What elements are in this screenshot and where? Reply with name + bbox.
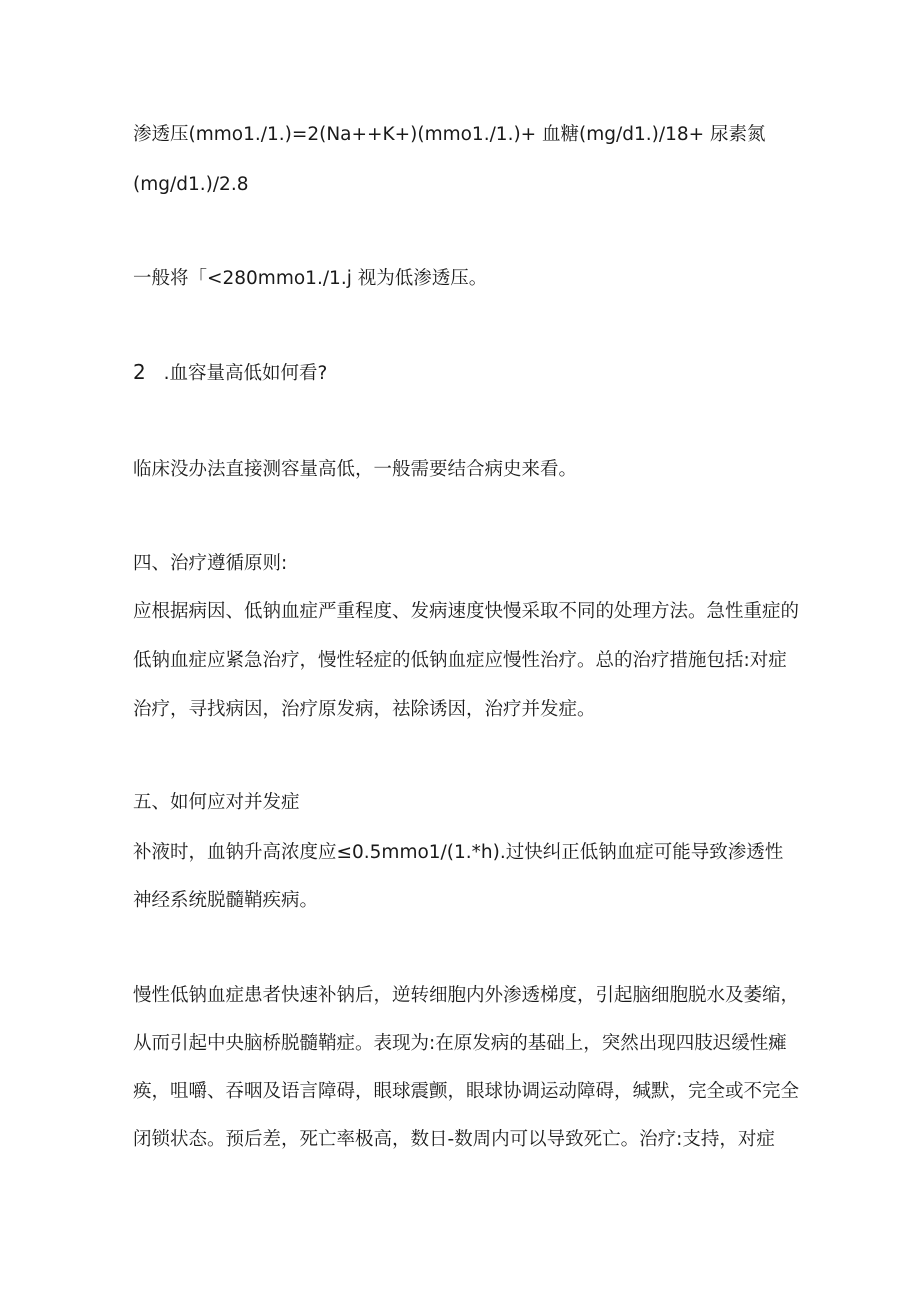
question-2-text: .血容量高低如何看? bbox=[163, 363, 328, 384]
question-2-heading bbox=[133, 359, 803, 387]
section-4-title: 四、治疗遵循原则: bbox=[133, 553, 288, 574]
question-2-number: 2 bbox=[133, 360, 146, 384]
section-5-paragraph-line-2: 神经系统脱髓鞘疾病。 bbox=[133, 890, 319, 911]
section-4-paragraph-line-3: 治疗，寻找病因，治疗原发病，祛除诱因，治疗并发症。 bbox=[133, 699, 596, 720]
section-5-title: 五、如何应对并发症 bbox=[133, 792, 300, 813]
final-paragraph-line-2: 从而引起中央脑桥脱髓鞘症。表现为:在原发病的基础上，突然出现四肢迟缓性瘫 bbox=[133, 1033, 787, 1054]
section-5-paragraph-line-1: 补液时，血钠升高浓度应≤0.5mmo1∕(1.*h).过快纠正低钠血症可能导致渗透性 bbox=[133, 842, 784, 863]
section-4-paragraph-line-1: 应根据病因、低钠血症严重程度、发病速度快慢采取不同的处理方法。急性重症的 bbox=[133, 601, 800, 622]
hypo-osmolality-definition: 一般将「<280mmo1./1.j 视为低渗透压。 bbox=[133, 268, 488, 289]
osmolality-formula-line-1: 渗透压(mmo1./1.)=2(Na++K+)(mmo1./1.)+ 血糖(mg/d1.)/18+ 尿素氮 bbox=[133, 124, 766, 145]
final-paragraph-line-4: 闭锁状态。预后差，死亡率极高，数日-数周内可以导致死亡。治疗:支持，对症 bbox=[133, 1129, 775, 1150]
final-paragraph-line-1: 慢性低钠血症患者快速补钠后，逆转细胞内外渗透梯度，引起脑细胞脱水及萎缩， bbox=[133, 985, 800, 1006]
question-2-answer: 临床没办法直接测容量高低，一般需要结合病史来看。 bbox=[133, 459, 578, 480]
osmolality-formula-line-2: (mg/d1.)/2.8 bbox=[133, 174, 249, 195]
section-4-paragraph-line-2: 低钠血症应紧急治疗，慢性轻症的低钠血症应慢性治疗。总的治疗措施包括:对症 bbox=[133, 650, 787, 671]
final-paragraph-line-3: 痪，咀嚼、吞咽及语言障碍，眼球震颤，眼球协调运动障碍，缄默，完全或不完全 bbox=[133, 1081, 800, 1102]
